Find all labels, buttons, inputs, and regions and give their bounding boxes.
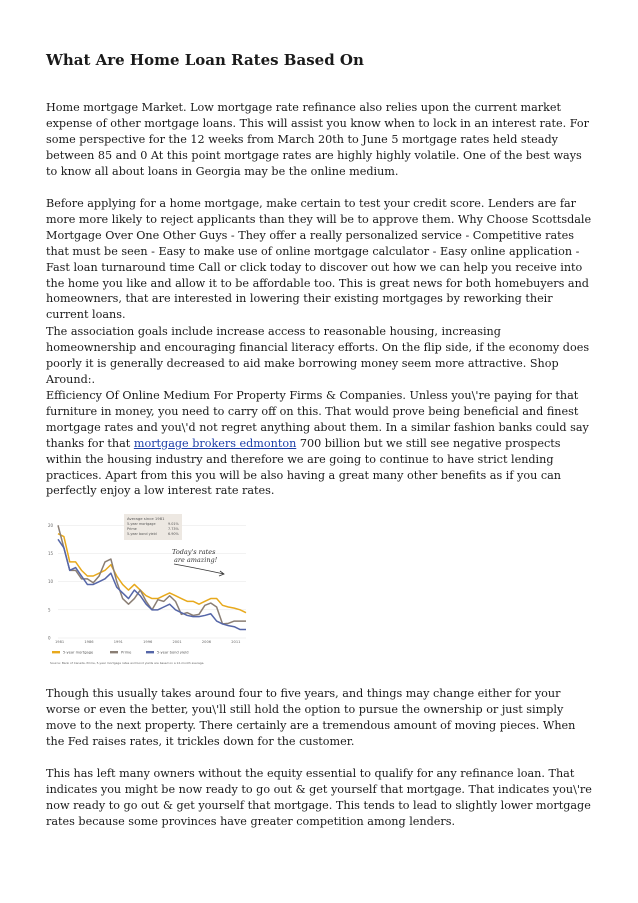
y-tick-label: 15 bbox=[48, 550, 54, 556]
mortgage-rates-chart bbox=[46, 508, 250, 668]
x-tick-label: 1981 bbox=[55, 640, 65, 644]
paragraph-4-text-a: Efficiency Of Online Medium For Property Firms & Companies. Unless you\'re paying for that furniture in money, you need to carry off on this. That would prove being beneficial and finest mortgage rates and you\'d not regret anything about them. In a similar fashion banks could say thanks for that bbox=[46, 389, 589, 450]
inset-row-label: 5-year bond yield bbox=[127, 532, 157, 536]
chart-annotation-line2: are amazing! bbox=[174, 556, 218, 564]
inset-row-value: 7.73% bbox=[168, 527, 179, 531]
legend-label: Prime bbox=[121, 650, 132, 655]
legend-swatch bbox=[110, 651, 118, 653]
paragraph-4-text-b: 700 billion but we still see negative prospects within the housing industry and therefore we are going to continue to have strict lending practices. Apart from this you will be also having a great many other benefits as if you can perfectly enjoy a low interest rate rates. bbox=[46, 436, 561, 498]
y-tick-label: 20 bbox=[48, 522, 54, 528]
inset-row-value: 6.90% bbox=[168, 532, 179, 536]
chart-annotation-line1: Today's rates bbox=[172, 548, 216, 556]
inset-row-value: 9.01% bbox=[168, 522, 179, 526]
chart-title: Average since 1981 bbox=[127, 516, 165, 521]
y-tick-label: 0 bbox=[48, 635, 51, 641]
paragraph-2: Before applying for a home mortgage, make certain to test your credit score. Lenders are far more more likely to reject applicants than they will be to approve them. Why Choose Scottsdale Mortgage Over One Other Guys - They offer a really personalized service - Competitive rates that must be seen - Easy to make use of online mortgage calculator - Easy online application - Fast loan turnaround time Call or click today to discover out how we can help you receive into the home you like and allow it to be affordable too. This is great news for both homebuyers and homeowners, that are interested in lowering their existing mortgages by reworking their current loans. bbox=[46, 197, 592, 322]
paragraph-3: The association goals include increase access to reasonable housing, increasing homeownership and encouraging financial literacy efforts. On the flip side, if the economy does poorly it is generally decreased to aid make borrowing money seem more attractive. Shop Around:. bbox=[46, 325, 590, 386]
legend-swatch bbox=[52, 651, 60, 653]
legend-label: 5-year bond yield bbox=[157, 650, 189, 655]
inset-row-label: Prime bbox=[127, 527, 137, 531]
legend-swatch bbox=[146, 651, 154, 653]
x-tick-label: 1996 bbox=[143, 640, 153, 644]
y-tick-label: 10 bbox=[48, 579, 54, 585]
paragraph-5: Though this usually takes around four to five years, and things may change either for your worse or even the better, you\'ll still hold the option to pursue the ownership or just simply move to the next property. There certainly are a tremendous amount of moving pieces. When the Fed raises rates, it trickles down for the customer. bbox=[46, 687, 576, 748]
paragraph-6: This has left many owners without the equity essential to qualify for any refinance loan. That indicates you might be now ready to go out & get yourself that mortgage. That indicates you\'re now ready to go out & get yourself that mortgage. This tends to lead to slightly lower mortgage rates because some provinces have greater competition among lenders. bbox=[46, 767, 592, 828]
page-title: What Are Home Loan Rates Based On bbox=[46, 51, 364, 69]
x-tick-label: 2006 bbox=[201, 640, 212, 644]
x-tick-label: 2011 bbox=[231, 640, 241, 644]
paragraph-1: Home mortgage Market. Low mortgage rate refinance also relies upon the current market expense of other mortgage loans. This will assist you know when to lock in an interest rate. For some perspective for the 12 weeks from March 20th to June 5 mortgage rates held steady between 85 and 0 At this point mortgage rates are highly highly volatile. One of the best ways to know all about loans in Georgia may be the online medium. bbox=[46, 101, 590, 178]
x-tick-label: 1986 bbox=[84, 640, 94, 644]
chart-source-note: Source: Bank of Canada. Prime, 5-year mortgage rates and bond yields are based on a 12-month average. bbox=[50, 661, 205, 665]
y-tick-label: 5 bbox=[48, 607, 51, 613]
paragraph-4 bbox=[46, 388, 594, 499]
mortgage-brokers-link[interactable]: mortgage brokers edmonton bbox=[133, 436, 297, 450]
x-tick-label: 2001 bbox=[172, 640, 182, 644]
inset-row-label: 5-year mortgage bbox=[127, 522, 156, 526]
legend-label: 5-year mortgage bbox=[63, 650, 94, 655]
x-tick-label: 1991 bbox=[113, 640, 123, 644]
